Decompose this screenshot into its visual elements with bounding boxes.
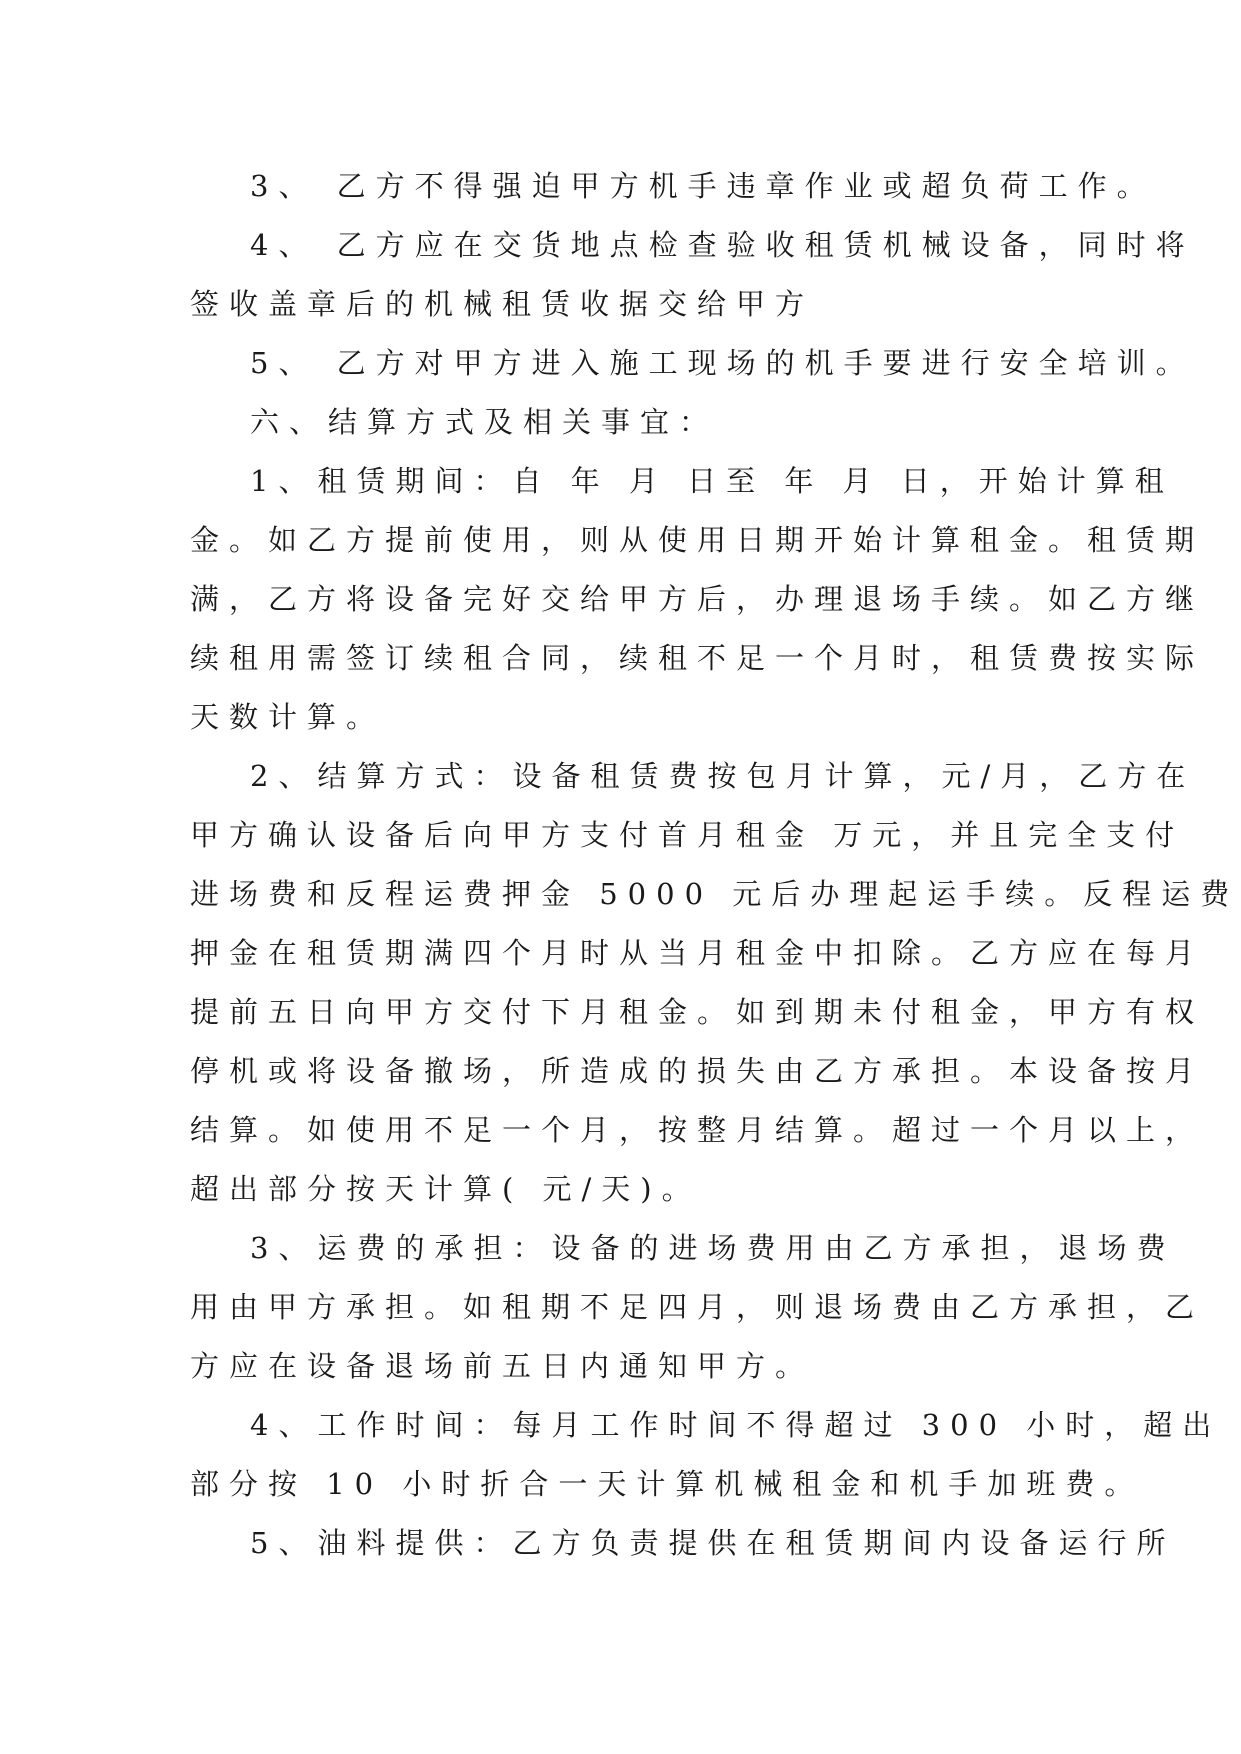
text-line: 5、 乙方对甲方进入施工现场的机手要进行安全培训。	[250, 346, 1195, 380]
text-line: 押金在租赁期满四个月时从当月租金中扣除。乙方应在每月	[190, 936, 1205, 970]
text-line: 4、工作时间：每月工作时间不得超过 300 小时，超出	[250, 1408, 1222, 1442]
text-line: 超出部分按天计算( 元/天)。	[190, 1172, 701, 1206]
text-line: 续租用需签订续租合同，续租不足一个月时，租赁费按实际	[190, 641, 1205, 675]
text-line: 满，乙方将设备完好交给甲方后，办理退场手续。如乙方继	[190, 582, 1205, 616]
text-line: 进场费和反程运费押金 5000 元后办理起运手续。反程运费	[190, 877, 1240, 911]
text-line: 1、租赁期间：自 年 月 日至 年 月 日，开始计算租	[250, 464, 1174, 498]
text-line: 金。如乙方提前使用，则从使用日期开始计算租金。租赁期	[190, 523, 1205, 557]
text-line: 2、结算方式：设备租赁费按包月计算，元/月，乙方在	[250, 759, 1196, 793]
text-line: 方应在设备退场前五日内通知甲方。	[190, 1349, 815, 1383]
text-line: 甲方确认设备后向甲方支付首月租金 万元，并且完全支付	[190, 818, 1185, 852]
text-line: 3、运费的承担：设备的进场费用由乙方承担，退场费	[250, 1231, 1176, 1265]
text-line: 4、 乙方应在交货地点检查验收租赁机械设备，同时将	[250, 228, 1195, 262]
text-line: 天数计算。	[190, 700, 386, 734]
text-line: 结算。如使用不足一个月，按整月结算。超过一个月以上，	[190, 1113, 1205, 1147]
text-line: 5、油料提供：乙方负责提供在租赁期间内设备运行所	[250, 1526, 1176, 1560]
section-heading: 六、结算方式及相关事宜：	[250, 405, 719, 439]
text-line: 签收盖章后的机械租赁收据交给甲方	[190, 287, 815, 321]
text-line: 用由甲方承担。如租期不足四月，则退场费由乙方承担，乙	[190, 1290, 1205, 1324]
text-line: 停机或将设备撤场，所造成的损失由乙方承担。本设备按月	[190, 1054, 1205, 1088]
text-line: 3、 乙方不得强迫甲方机手违章作业或超负荷工作。	[250, 169, 1156, 203]
text-line: 提前五日向甲方交付下月租金。如到期未付租金，甲方有权	[190, 995, 1205, 1029]
text-line: 部分按 10 小时折合一天计算机械租金和机手加班费。	[190, 1467, 1144, 1501]
